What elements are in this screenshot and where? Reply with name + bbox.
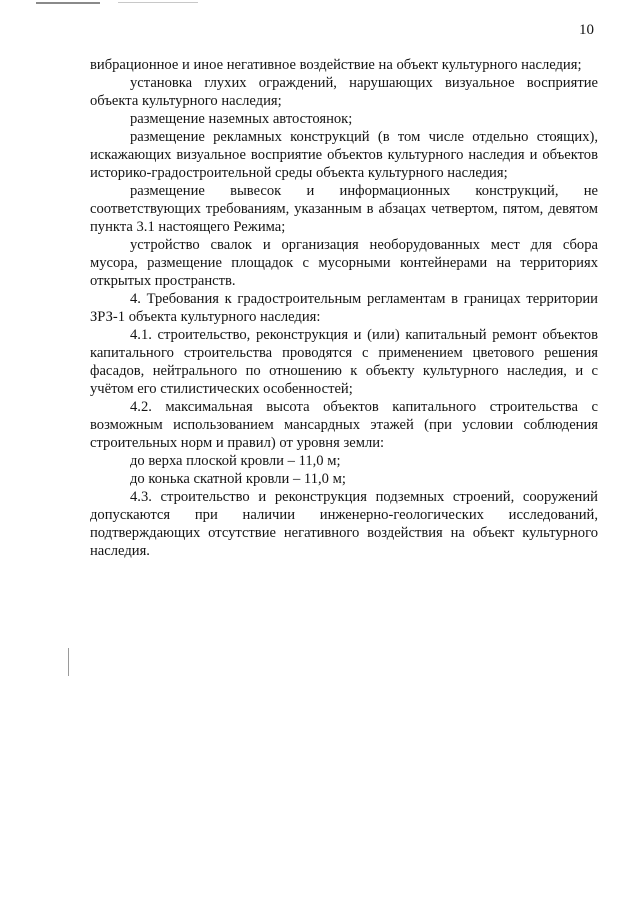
document-body [90, 56, 598, 560]
paragraph: до верха плоской кровли – 11,0 м; [130, 453, 341, 469]
paragraph: размещение рекламных конструкций (в том числе отдельно стоящих), искажающих визуальное восприятие объектов культурного наследия и объектов историко-градостроительной среды объекта культурного наследия; [90, 129, 598, 181]
paragraph: установка глухих ограждений, нарушающих визуальное восприятие объекта культурного наследия; [90, 75, 598, 109]
paragraph: до конька скатной кровли – 11,0 м; [130, 471, 346, 487]
scan-artifact-mark [68, 648, 69, 676]
page-number: 10 [579, 22, 594, 38]
paragraph: устройство свалок и организация необорудованных мест для сбора мусора, размещение площадок с мусорными контейнерами на территориях открытых пространств. [90, 237, 598, 289]
paragraph: размещение наземных автостоянок; [130, 111, 353, 127]
paragraph: размещение вывесок и информационных конструкций, не соответствующих требованиям, указанным в абзацах четвертом, пятом, девятом пункта 3.1 настоящего Режима; [90, 183, 598, 235]
paragraph: 4.3. строительство и реконструкция подземных строений, сооружений допускаются при наличии инженерно-геологических исследований, подтверждающих отсутствие негативного воздействия на объект культурного наследия. [90, 489, 598, 559]
scan-artifact-line [36, 2, 100, 4]
scan-artifact-line [118, 2, 198, 3]
paragraph: вибрационное и иное негативное воздействие на объект культурного наследия; [90, 57, 582, 73]
paragraph: 4.2. максимальная высота объектов капитального строительства с возможным использованием мансардных этажей (при условии соблюдения строительных норм и правил) от уровня земли: [90, 399, 598, 451]
paragraph: 4.1. строительство, реконструкция и (или) капитальный ремонт объектов капитального строительства проводятся с применением цветового решения фасадов, нейтрального по отношению к объекту культурного наследия, и с учётом его стилистических особенностей; [90, 327, 598, 397]
section-heading: 4. Требования к градостроительным регламентам в границах территории ЗРЗ-1 объекта культурного наследия: [90, 291, 598, 325]
